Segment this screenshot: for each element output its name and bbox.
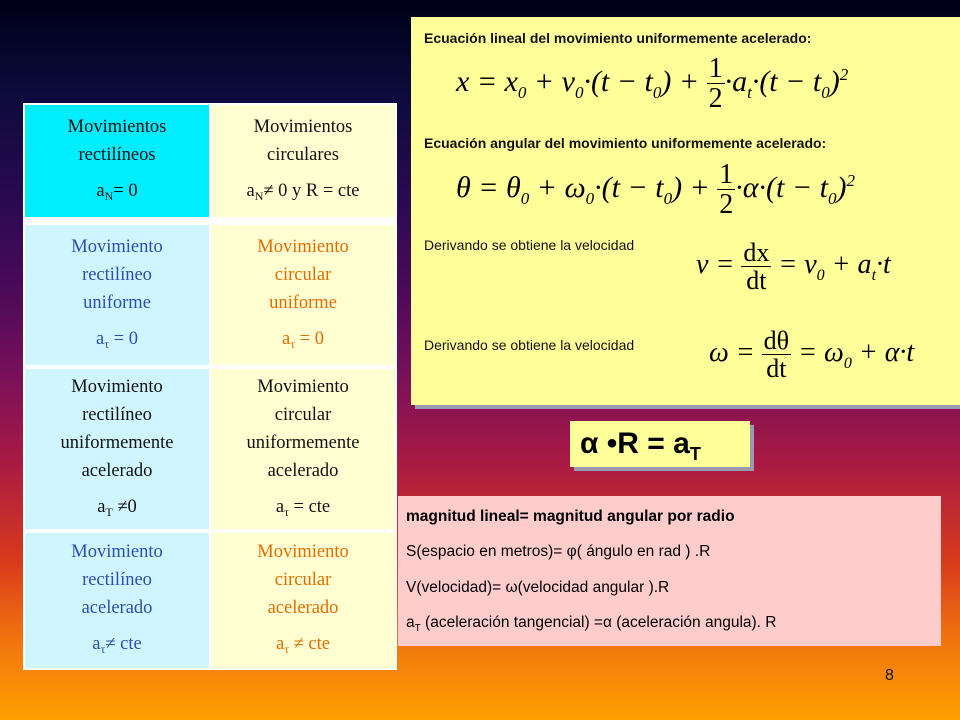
cell-line: Movimiento: [257, 236, 349, 257]
cell-circular-uniform: [211, 225, 395, 365]
cell-line: Movimiento: [257, 542, 349, 562]
cell-line: circular: [274, 570, 332, 590]
cell-line: circulares: [267, 144, 339, 165]
tangential-acceleration-relation: α •R = $a_T$: [570, 421, 750, 467]
cell-line: uniforme: [269, 292, 337, 313]
cell-formula: $a_\tau = 0$: [282, 328, 324, 351]
cell-line: uniformemente: [246, 432, 360, 453]
cell-rectilinear-uniformly-accelerated: [25, 369, 209, 529]
linear-position-equation: $x = x_0 + v_0\cdot(t - t_0)$ + $\frac{1}{2}$ $\cdot a_t\cdot(t - t_0)^2$: [456, 53, 849, 115]
cell-rectilinear-accelerated: [25, 533, 209, 668]
angular-equation-heading: Ecuación angular del movimiento uniformemente acelerado:: [424, 135, 827, 151]
cell-line: acelerado: [81, 460, 153, 481]
cell-rectilinear-header: [25, 105, 209, 217]
angular-velocity-equation: ω = $\frac{d\theta}{dt}$ = $\omega_0 + \alpha\cdot t$: [709, 326, 915, 384]
linear-equation-heading: Ecuación lineal del movimiento uniformemente acelerado:: [424, 30, 812, 46]
cell-formula: $a_T \ne 0$: [97, 496, 137, 519]
derive-velocity-text: Derivando se obtiene la velocidad: [424, 237, 635, 253]
cell-line: Movimientos: [67, 116, 167, 137]
cell-formula: $a_\tau = 0$: [96, 328, 138, 351]
cell-line: circular: [274, 264, 332, 285]
cell-line: acelerado: [81, 598, 153, 618]
cell-line: uniformemente: [60, 432, 174, 453]
cell-line: circular: [274, 404, 332, 425]
relation-acceleration: $a_T$ (aceleración tangencial) =α (aceleración angula). R: [406, 614, 777, 635]
equations-panel: [411, 17, 960, 405]
cell-line: Movimiento: [71, 376, 163, 397]
linear-angular-relations-box: [398, 496, 941, 646]
relation-distance: S(espacio en metros)= φ( ángulo en rad ) .R: [406, 543, 711, 560]
relations-title: magnitud lineal= magnitud angular por radio: [406, 508, 735, 525]
cell-line: rectilíneo: [82, 404, 152, 425]
cell-line: Movimiento: [71, 236, 163, 257]
cell-line: rectilíneo: [82, 570, 152, 590]
linear-velocity-equation: v = $\frac{dx}{dt}$ = $v_0 + a_t\cdot t$: [696, 238, 891, 296]
derive-angular-velocity-text: Derivando se obtiene la velocidad: [424, 337, 635, 353]
cell-circular-uniformly-accelerated: [211, 369, 395, 529]
cell-circular-accelerated: [211, 533, 395, 668]
page-number: 8: [885, 667, 894, 684]
cell-formula: $a_N\ne 0$ y R = cte: [246, 180, 360, 203]
angular-position-equation: $\theta = \theta_0 + \omega_0\cdot(t - t_0)$ + $\frac{1}{2}$ $\cdot\alpha\cdot(t - t_0)^2$: [456, 159, 855, 221]
cell-formula: $a_\tau\ne$ cte: [92, 634, 142, 656]
cell-formula: $a_N= 0$: [96, 180, 138, 203]
cell-line: acelerado: [267, 460, 339, 481]
cell-line: Movimiento: [71, 542, 163, 562]
cell-formula: $a_\tau$ ≠ cte: [275, 634, 330, 656]
cell-line: rectilíneos: [78, 144, 156, 165]
cell-line: rectilíneo: [82, 264, 152, 285]
cell-formula: $a_\tau$ = cte: [275, 496, 331, 519]
cell-line: acelerado: [267, 598, 339, 618]
cell-line: Movimiento: [257, 376, 349, 397]
relation-velocity: V(velocidad)= ω(velocidad angular ).R: [406, 579, 670, 596]
cell-line: uniforme: [83, 292, 151, 313]
motion-classification-table: [23, 103, 397, 670]
cell-rectilinear-uniform: [25, 225, 209, 365]
cell-line: Movimientos: [253, 116, 353, 137]
cell-circular-header: [211, 105, 395, 217]
